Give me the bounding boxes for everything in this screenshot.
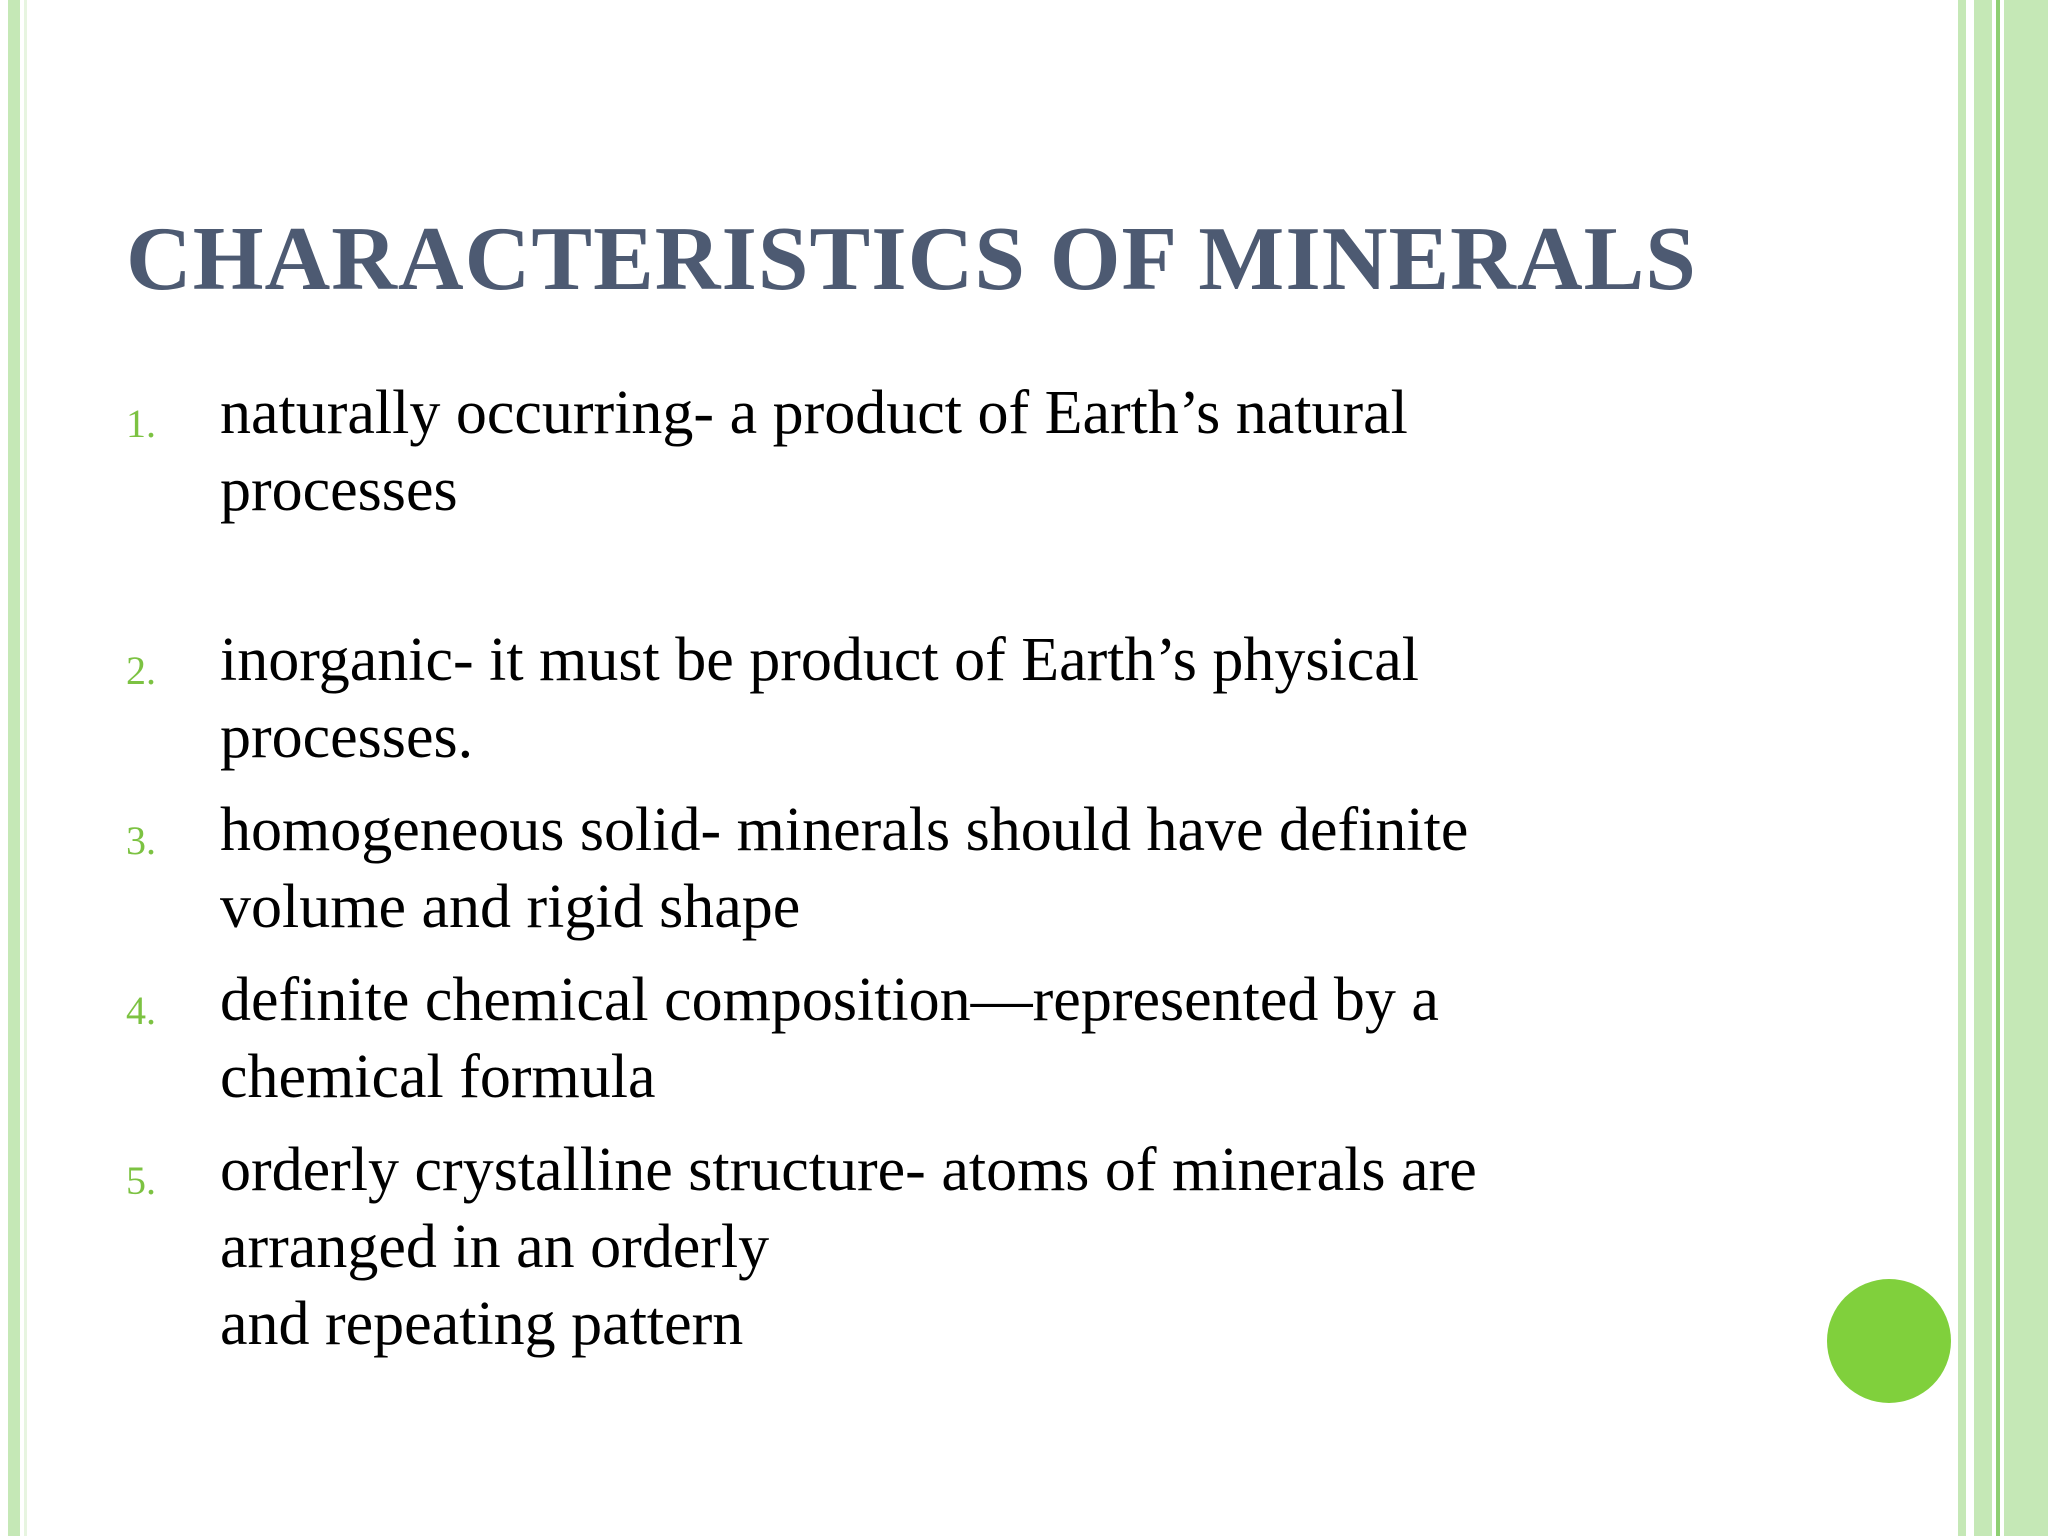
left-border-thin-stripe	[24, 0, 27, 1536]
list-item-number: 2.	[126, 648, 156, 693]
right-border-stripe	[1958, 0, 1966, 1536]
left-border-stripe	[8, 0, 20, 1536]
list-item-number: 1.	[126, 401, 156, 446]
list-item-text: homogeneous solid- minerals should have definite volume and rigid shape	[220, 796, 1469, 941]
right-border-accent-stripe	[1996, 0, 2000, 1536]
list-item-text: inorganic- it must be product of Earth’s physical processes.	[220, 626, 1419, 771]
list-item-number: 5.	[126, 1158, 156, 1203]
list-item-text: naturally occurring- a product of Earth’s natural processes	[220, 379, 1408, 524]
decorative-circle	[1827, 1279, 1951, 1403]
list-item-number: 4.	[126, 988, 156, 1033]
right-border-stripe	[2004, 0, 2048, 1536]
list-item-text: definite chemical composition—represented by a chemical formula	[220, 966, 1439, 1111]
list-item-number: 3.	[126, 818, 156, 863]
right-border-stripe	[1974, 0, 1992, 1536]
slide-title: CHARACTERISTICS OF MINERALS	[126, 208, 1697, 309]
list-item-text: orderly crystalline structure- atoms of minerals are arranged in an orderly and repeating pattern	[220, 1136, 1477, 1358]
